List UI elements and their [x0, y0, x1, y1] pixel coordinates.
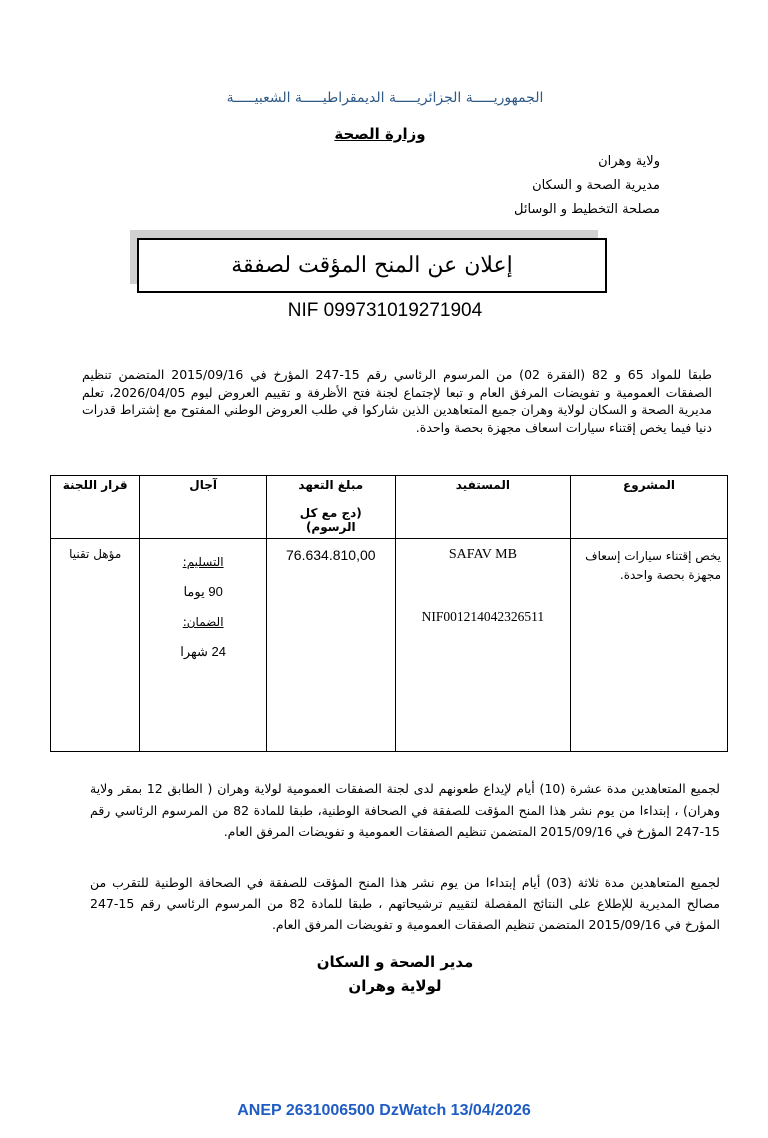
service-line: مصلحة التخطيط و الوسائل — [514, 202, 660, 217]
table-header-row — [51, 476, 728, 539]
table-row — [51, 539, 728, 752]
cell-project: يخص إقتناء سيارات إسعاف مجهزة بحصة واحدة. — [571, 539, 728, 752]
nif-number: NIF 099731019271904 — [287, 300, 483, 321]
header-beneficiary: المستفيد — [395, 476, 570, 539]
beneficiary-name: SAFAV MB — [448, 547, 517, 562]
delivery-value: 90 يوما — [183, 584, 223, 599]
beneficiary-nif: NIF001214042326511 — [421, 609, 545, 624]
delivery-label: التسليم: — [182, 555, 224, 569]
signature-line-1: مدير الصحة و السكان — [316, 953, 474, 971]
appeal-paragraph: لجميع المتعاهدين مدة عشرة (10) أيام لإيداع طعونهم لدى لجنة الصفقات العمومية لولاية وهران ( الطابق 12 بمقر ولاية وهران) ، إبتداءا من يوم نشر هذا المنح المؤقت للصفقة في الصحافة الوطنية، طبقا للمادة 82 من المرسوم الرئاسي رقم 15-247 المؤرخ في 2015/09/16 المتضمن تنظيم الصفقات العمومية و تفويضات المرفق العام. — [90, 781, 720, 839]
footer-reference: ANEP 2631006500 DzWatch 13/04/2026 — [237, 1102, 531, 1119]
warranty-value: 24 شهرا — [180, 644, 227, 659]
cell-beneficiary — [395, 539, 570, 752]
header-delays: آجال — [140, 476, 267, 539]
warranty-label: الضمان: — [182, 615, 224, 629]
award-table — [50, 475, 728, 752]
republic-heading: الجمهوريـــــة الجزائريـــــة الديمقراطيـــــة الشعبيـــــة — [226, 90, 544, 106]
issuer-block — [514, 150, 660, 222]
directorate-line: مديرية الصحة و السكان — [532, 178, 660, 193]
signature-block — [280, 950, 510, 998]
signature-line-2: لولاية وهران — [348, 977, 442, 995]
results-paragraph: لجميع المتعاهدين مدة ثلاثة (03) أيام إبتداءا من يوم نشر هذا المنح المؤقت للصفقة في الصحافة الوطنية للتقرب من مصالح المديرية للإطلاع على النتائج المفصلة لتقييم ترشيحاتهم ، طبقا للمادة 82 من المرسوم الرئاسي رقم 15-247 المؤرخ في 2015/09/16 المتضمن تنظيم الصفقات العمومية و تفويضات المرفق العام. — [90, 875, 720, 932]
cell-delays — [140, 539, 267, 752]
cell-decision: مؤهل تقنيا — [51, 539, 140, 752]
intro-paragraph: طبقا للمواد 65 و 82 (الفقرة 02) من المرسوم الرئاسي رقم 15-247 المؤرخ في 2015/09/16 المتضمن تنظيم الصفقات العمومية و تفويضات المرفق العام و تبعا لإجتماع لجنة فتح الأظرفة و تقييم العروض ليوم 2026/04/05، تعلم مديرية الصحة و السكان لولاية وهران جميع المتعاهدين الذين شاركوا في طلب العروض الوطني المفتوح مع إشتراط قدرات دنيا فيما يخص إقتناء سيارات اسعاف مجهزة بحصة واحدة. — [82, 367, 712, 435]
header-amount — [266, 476, 395, 539]
cell-amount: 76.634.810,00 — [266, 539, 395, 752]
announcement-title-box — [137, 238, 607, 293]
header-amount-sub: (دج مع كل الرسوم) — [299, 506, 362, 534]
wilaya-line: ولاية وهران — [598, 154, 660, 169]
ministry-heading: وزارة الصحة — [334, 125, 426, 143]
header-decision: قرار اللجنة — [51, 476, 140, 539]
announcement-title: إعلان عن المنح المؤقت لصفقة — [231, 253, 513, 278]
header-project: المشروع — [571, 476, 728, 539]
header-amount-label: مبلغ التعهد — [298, 478, 364, 492]
